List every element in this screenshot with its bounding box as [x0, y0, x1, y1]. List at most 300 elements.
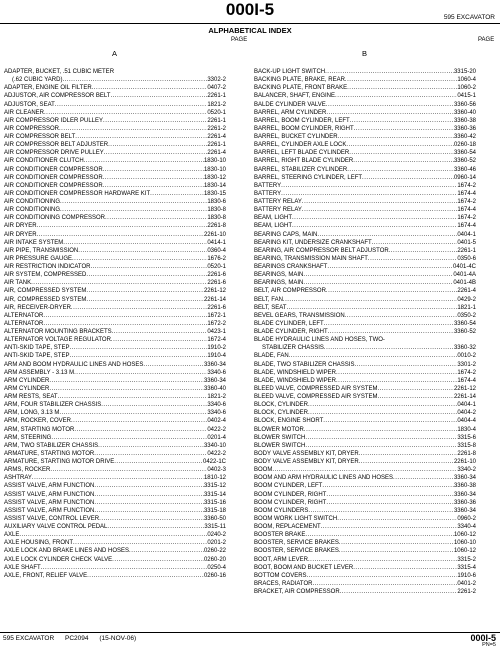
index-entry — [254, 149, 476, 157]
index-entry-text: BLEED VALVE, COMPRESSED AIR SYSTEM — [254, 385, 378, 392]
leader-dots — [326, 101, 454, 109]
index-entry-page: 2261-6 — [207, 280, 226, 287]
index-entry-text: AIR, RECEIVER-DRYER — [4, 304, 71, 311]
leader-dots — [328, 328, 454, 336]
index-entry-text: BLEED VALVE, COMPRESSED AIR SYSTEM — [254, 394, 378, 400]
index-entry-text: ARMS, ROCKER — [4, 467, 51, 474]
index-entry — [254, 263, 476, 271]
index-entry-page: 1830-14 — [203, 182, 226, 189]
index-entry-text: AIR COMPRESSOR BELT ADJUSTER — [4, 142, 109, 149]
index-entry-page: 3360-34 — [453, 475, 476, 482]
index-entry — [4, 109, 226, 117]
index-entry-page: 0401-5 — [457, 239, 476, 246]
index-entry-page: 0250-4 — [207, 564, 226, 571]
index-entry-page: 1672-4 — [207, 337, 226, 344]
index-entry-text: ALTERNATOR — [4, 312, 44, 319]
leader-dots — [336, 369, 457, 377]
index-entry-page: 1674-2 — [457, 182, 476, 189]
index-entry-page: 2261-6 — [207, 272, 226, 279]
index-entry-page: 3360-34 — [453, 507, 476, 514]
leader-dots — [60, 198, 207, 206]
leader-dots — [69, 344, 207, 352]
leader-dots — [312, 580, 457, 588]
index-entry-text: BLOWER SWITCH — [254, 442, 306, 449]
index-entry-text: BOOSTER BRAKE — [254, 532, 306, 539]
leader-dots — [150, 190, 204, 198]
index-entry — [254, 206, 476, 214]
leader-dots — [322, 482, 454, 490]
leader-dots — [94, 491, 204, 499]
index-entry-page: 0414-1 — [207, 239, 226, 246]
index-entry-text: AIR CONDITIONER CLUTCH — [4, 158, 84, 165]
index-entry-page: 1821-2 — [207, 394, 226, 400]
index-entry-text: ARM, ROCKER, COVER — [4, 418, 72, 425]
index-entry — [4, 482, 226, 490]
index-entry-page: 3360-54 — [453, 150, 476, 157]
index-entry-page: 1910-4 — [207, 353, 226, 360]
index-entry-text: ASSIST VALVE, ARM FUNCTION — [4, 491, 95, 498]
leader-dots — [98, 442, 204, 450]
leader-dots — [55, 101, 208, 109]
index-entry-page: 2261-1 — [207, 117, 226, 124]
index-entry — [4, 214, 226, 222]
index-entry-text: AIR CONDITIONER COMPRESSOR — [4, 174, 103, 181]
index-entry — [254, 328, 476, 336]
leader-dots — [353, 564, 457, 572]
index-entry-page: 3360-38 — [453, 117, 476, 124]
index-entry — [4, 474, 226, 482]
leader-dots — [59, 125, 207, 133]
column-a-page-label: PAGE — [231, 37, 248, 43]
index-entry-text: BRACES, RADIATOR — [254, 580, 313, 587]
index-entry-text: AIR, COMPRESSED SYSTEM — [4, 296, 87, 303]
index-entry-page: 3315-20 — [453, 69, 476, 75]
index-entry-text: ARM CYLINDER — [4, 377, 50, 384]
index-entry-page: 2261-4 — [207, 150, 226, 157]
index-entry-page: 0404-4 — [457, 418, 476, 425]
index-entry — [4, 149, 226, 157]
index-entry-page: 0360-4 — [207, 247, 226, 254]
index-entry — [4, 369, 226, 377]
index-entry — [254, 182, 476, 190]
index-entry-text: BEAM, LIGHT — [254, 215, 293, 222]
index-entry — [254, 166, 476, 174]
index-entry-text: ARM RESTS, SEAT — [4, 394, 58, 400]
leader-dots — [114, 458, 203, 466]
index-entry-page: 1830-10 — [203, 158, 226, 165]
index-entry-text: BLADE HYDRAULIC LINES AND HOSES, TWO- — [254, 337, 385, 344]
index-entry — [254, 361, 476, 369]
index-entry — [4, 312, 226, 320]
index-entry-page: 1821-2 — [207, 101, 226, 108]
leader-dots — [49, 377, 204, 385]
index-entry-page: 0260-16 — [203, 572, 226, 579]
index-entry-text: BOOM, REPLACEMENT — [254, 524, 321, 530]
index-entry-page: 2261-1 — [207, 93, 226, 100]
index-entry-page: 2261-12 — [453, 385, 476, 392]
index-entry-page: 3340-10 — [203, 442, 226, 449]
index-entry — [4, 117, 226, 125]
index-list-b — [254, 68, 476, 596]
index-entry-text: AIR, COMPRESSED SYSTEM — [4, 288, 87, 295]
leader-dots — [281, 190, 457, 198]
index-entry-page: 0415-1 — [457, 93, 476, 100]
index-entry — [254, 499, 476, 507]
index-entry-text: BARREL, RIGHT BLADE CYLINDER — [254, 158, 354, 165]
index-entry — [254, 141, 476, 149]
index-entry-text: ARM CYLINDER — [4, 385, 50, 392]
index-entry-text: BOOM CYLINDER, LEFT — [254, 483, 323, 490]
index-entry-text: ARM ASSEMBLY - 3.13 M — [4, 369, 75, 376]
leader-dots — [99, 515, 204, 523]
index-entry-text: BEARINGS, MAIN — [254, 280, 304, 287]
index-entry — [4, 361, 226, 369]
index-entry-page: 1830-8 — [207, 207, 226, 214]
index-entry-text: BOOM AND ARM HYDRAULIC LINES AND HOSES — [254, 475, 394, 482]
leader-dots — [105, 214, 207, 222]
leader-dots — [292, 222, 457, 230]
index-entry — [254, 271, 476, 279]
index-entry-text: ASSIST VALVE, ARM FUNCTION — [4, 507, 95, 514]
index-entry — [4, 466, 226, 474]
index-entry — [4, 572, 226, 580]
leader-dots — [78, 247, 207, 255]
index-entry — [254, 157, 476, 165]
index-entry-text: BEAM, LIGHT — [254, 223, 293, 230]
index-entry-text: BARREL, BUCKET CYLINDER — [254, 134, 338, 140]
leader-dots — [286, 304, 457, 312]
leader-dots — [338, 133, 454, 141]
index-entry-text: BOOM CYLINDERS — [254, 507, 309, 514]
leader-dots — [321, 523, 458, 531]
leader-dots — [107, 523, 204, 531]
index-entry-page: 3360-36 — [453, 125, 476, 132]
leader-dots — [74, 426, 207, 434]
leader-dots — [305, 442, 457, 450]
index-entry — [4, 320, 226, 328]
index-entry — [254, 296, 476, 304]
index-entry — [4, 426, 226, 434]
index-entry-text: BARREL, LEFT BLADE CYLINDER — [254, 150, 350, 157]
index-entry — [4, 417, 226, 425]
leader-dots — [101, 401, 207, 409]
index-entry — [254, 401, 476, 409]
index-entry-text: BLOCK, CYLINDER — [254, 410, 309, 417]
index-entry — [254, 352, 476, 360]
index-entry — [4, 101, 226, 109]
index-entry-text: AIR PIPE, TRANSMISSION — [4, 247, 79, 254]
index-entry — [4, 531, 226, 539]
index-entry-page: 3315-11 — [204, 524, 226, 530]
leader-dots — [327, 263, 453, 271]
leader-dots — [63, 239, 207, 247]
index-entry-text: AIR COMPRESSOR — [4, 125, 60, 132]
index-entry — [4, 352, 226, 360]
index-entry-page: 2261-1 — [457, 247, 476, 254]
index-entry-text: ASSIST VALVE, CONTROL LEVER — [4, 515, 100, 522]
column-b-letter: B — [362, 49, 368, 58]
leader-dots — [60, 206, 207, 214]
index-entry-text: STABILIZER CHASSIS — [262, 345, 324, 352]
index-entry-text: AIR CONDITIONING COMPRESSOR — [4, 215, 106, 222]
index-entry-page: 2261-10 — [203, 231, 226, 238]
leader-dots — [272, 466, 457, 474]
index-entry — [254, 539, 476, 547]
index-entry-text: BOOSTER, SERVICE BRAKES — [254, 540, 339, 547]
index-entry — [254, 247, 476, 255]
leader-dots — [324, 344, 454, 352]
index-entry — [4, 401, 226, 409]
index-entry-page: 3315-8 — [457, 442, 476, 449]
index-entry — [4, 239, 226, 247]
index-entry-page: 0404-1 — [457, 402, 476, 409]
footer-page-number: 000I-5 — [470, 633, 496, 643]
index-entry — [4, 523, 226, 531]
index-title: ALPHABETICAL INDEX — [208, 26, 292, 35]
index-entry-text: AIR CONDITIONING — [4, 207, 61, 214]
index-entry-text: AIR CONDITIONER COMPRESSOR — [4, 182, 103, 189]
leader-dots — [372, 239, 458, 247]
leader-dots — [43, 312, 207, 320]
index-entry-text: ALTERNATOR — [4, 320, 44, 327]
index-entry — [4, 564, 226, 572]
index-entry — [4, 385, 226, 393]
index-entry-page: 1676-2 — [207, 255, 226, 262]
index-entry-text: ADJUSTOR, AIR COMPRESSOR BELT — [4, 93, 111, 100]
index-entry-text: AIR CONDITIONER COMPRESSOR — [4, 166, 103, 173]
index-entry — [4, 279, 226, 287]
index-entry-text: ASSIST VALVE, ARM FUNCTION — [4, 483, 95, 490]
index-entry — [254, 515, 476, 523]
leader-dots — [317, 231, 457, 239]
leader-dots — [393, 474, 454, 482]
index-entry-page: 0401-4C — [452, 264, 476, 270]
leader-dots — [31, 279, 207, 287]
index-entry-text: BARREL, CYLINDER AXLE LOCK — [254, 142, 347, 149]
leader-dots — [71, 304, 207, 312]
leader-dots — [304, 426, 457, 434]
index-entry-page: 1674-4 — [457, 190, 476, 197]
index-entry-page: 3302-2 — [207, 77, 226, 84]
index-entry-page: 1830-15 — [203, 190, 226, 197]
column-b-page-label: PAGE — [478, 37, 495, 43]
index-entry — [254, 572, 476, 580]
index-entry — [254, 287, 476, 295]
index-entry-text: BOOM CYLINDER, RIGHT — [254, 491, 327, 498]
leader-dots — [349, 149, 454, 157]
index-entry-page: 0422-2 — [207, 426, 226, 433]
index-entry-text: ANTI-SKID TAPE, STEP — [4, 353, 70, 360]
index-entry-page: 2261-14 — [203, 296, 226, 303]
index-entry-text: BLADE, WINDSHIELD WIPER — [254, 369, 337, 376]
index-entry — [254, 507, 476, 515]
leader-dots — [111, 336, 207, 344]
index-entry-text: BOTTOM COVERS — [254, 572, 307, 579]
index-entry-text: AXLE, FRONT, RELIEF VALVE — [4, 572, 88, 579]
index-entry — [254, 417, 476, 425]
index-entry — [4, 393, 226, 401]
leader-dots — [305, 531, 454, 539]
leader-dots — [308, 409, 457, 417]
index-entry-text: BARREL, BOOM CYLINDER, LEFT — [254, 117, 350, 124]
leader-dots — [129, 547, 204, 555]
index-entry — [4, 157, 226, 165]
machine-label: 595 EXCAVATOR — [443, 14, 495, 21]
index-entry-text: AXLE SHAFT — [4, 564, 41, 571]
index-entry — [254, 474, 476, 482]
index-entry — [254, 385, 476, 393]
index-entry-text: BLADE CYLINDER, RIGHT — [254, 329, 328, 335]
leader-dots — [94, 499, 204, 507]
index-entry — [4, 198, 226, 206]
index-entry-text: BEARING, TRANSMISSION MAIN SHAFT — [254, 255, 368, 262]
index-entry-page: 0404-1 — [457, 231, 476, 238]
index-entry-page: 2261-14 — [453, 394, 476, 400]
index-entry-page: 3301-2 — [457, 361, 476, 368]
leader-dots — [103, 182, 204, 190]
index-entry — [254, 198, 476, 206]
index-entry-page: 1060-10 — [453, 540, 476, 547]
leader-dots — [50, 466, 207, 474]
index-entry — [254, 531, 476, 539]
index-entry — [254, 255, 476, 263]
index-entry — [254, 393, 476, 401]
index-entry — [4, 190, 226, 198]
index-entry-page: 0401-4A — [453, 272, 476, 279]
index-entry — [4, 271, 226, 279]
index-entry — [4, 328, 226, 336]
index-entry-text: AXLE HOUSING, FRONT — [4, 540, 74, 547]
index-entry-page: 3360-52 — [453, 158, 476, 165]
leader-dots — [41, 564, 208, 572]
index-entry — [4, 287, 226, 295]
index-entry-page: 0010-2 — [457, 353, 476, 360]
leader-dots — [302, 206, 457, 214]
leader-dots — [308, 401, 457, 409]
leader-dots — [339, 547, 454, 555]
index-list-a — [4, 68, 226, 580]
leader-dots — [353, 157, 454, 165]
index-entry — [254, 523, 476, 531]
index-entry-text: AIR COMPRESSOR BELT — [4, 134, 76, 140]
index-entry-text: AIR TANK — [4, 280, 32, 287]
index-entry — [254, 564, 476, 572]
index-entry-page: 3360-50 — [203, 515, 226, 522]
index-entry-page: 1674-4 — [457, 223, 476, 230]
index-entry-page: 1674-2 — [457, 369, 476, 376]
leader-dots — [112, 328, 208, 336]
index-entry — [254, 442, 476, 450]
index-entry — [254, 239, 476, 247]
index-entry-text: BATTERY RELAY — [254, 199, 302, 205]
index-entry-text: AIR DRYER — [4, 223, 37, 230]
index-entry-text: BARREL, ARM CYLINDER — [254, 109, 327, 116]
leader-dots — [283, 296, 457, 304]
index-entry-page: 0960-2 — [457, 515, 476, 522]
index-entry — [254, 190, 476, 198]
index-entry — [254, 377, 476, 385]
index-entry — [4, 336, 226, 344]
index-entry — [254, 117, 476, 125]
index-entry-page: 3360-34 — [203, 361, 226, 368]
index-entry-text: ARM, FOUR STABILIZER CHASSIS — [4, 402, 102, 409]
leader-dots — [347, 84, 457, 92]
index-entry — [254, 482, 476, 490]
index-entry — [254, 222, 476, 230]
leader-dots — [326, 287, 457, 295]
leader-dots — [37, 231, 204, 239]
index-entry-page: 3340-6 — [207, 410, 226, 417]
index-entry-page: 3360-46 — [453, 166, 476, 173]
leader-dots — [324, 320, 454, 328]
index-entry-page: 3360-40 — [203, 385, 226, 392]
index-entry-page: 1910-2 — [207, 345, 226, 352]
index-entry-page: 2261-8 — [457, 450, 476, 457]
leader-dots — [345, 312, 458, 320]
index-entry-text: ARM, STEERING — [4, 434, 52, 441]
index-entry-page: 3360-36 — [453, 499, 476, 506]
index-entry-text: BOOT, BOOM AND BUCKET LEVER — [254, 564, 354, 571]
leader-dots — [108, 141, 207, 149]
index-entry — [254, 369, 476, 377]
index-entry-page: 2261-6 — [207, 304, 226, 311]
index-entry — [4, 84, 226, 92]
index-entry-page: 1830-10 — [203, 166, 226, 173]
leader-dots — [339, 539, 454, 547]
index-entry — [4, 68, 226, 76]
index-entry — [4, 166, 226, 174]
index-entry — [4, 507, 226, 515]
index-entry-text: BOOSTER, SERVICE BRAKES — [254, 548, 339, 555]
leader-dots — [74, 369, 207, 377]
index-entry-page: 1060-12 — [453, 532, 476, 539]
index-entry-text: BARREL, BOOM CYLINDER, RIGHT — [254, 125, 354, 132]
index-entry-text: BLADE CYLINDER, LEFT — [254, 320, 324, 327]
leader-dots — [359, 450, 458, 458]
index-entry-page: 2261-2 — [457, 589, 476, 595]
leader-dots — [49, 385, 204, 393]
leader-dots — [72, 255, 207, 263]
index-entry-text: AIR COMPRESSOR DRIVE PULLEY — [4, 150, 104, 157]
index-entry — [4, 434, 226, 442]
index-entry-page: 1830-12 — [203, 174, 226, 181]
index-entry-page: 1910-6 — [457, 572, 476, 579]
index-entry — [254, 231, 476, 239]
leader-dots — [303, 271, 453, 279]
index-entry-text: BLADE, FAN — [254, 353, 289, 360]
index-entry — [254, 320, 476, 328]
index-entry-page: 0260-20 — [203, 556, 226, 563]
index-entry-page: 3340-4 — [457, 524, 476, 530]
index-entry-text: ADAPTER, BUCKET, .51 CUBIC METER — [4, 69, 115, 75]
index-entry — [254, 434, 476, 442]
leader-dots — [103, 166, 204, 174]
leader-dots — [354, 125, 454, 133]
index-entry-text: BODY VALVE ASSEMBLY KIT, DRYER — [254, 450, 359, 457]
leader-dots — [289, 352, 458, 360]
leader-dots — [302, 198, 457, 206]
leader-dots — [84, 157, 204, 165]
index-entry — [4, 133, 226, 141]
index-entry-text: ASHTRAY — [4, 475, 32, 482]
leader-dots — [37, 222, 208, 230]
leader-dots — [325, 68, 454, 76]
leader-dots — [19, 531, 207, 539]
index-entry-text: BEARINGS CRANKSHAFT — [254, 264, 328, 270]
index-entry-text: AIR CONDITIONER COMPRESSOR HARDWARE KIT — [4, 190, 151, 197]
index-entry — [254, 133, 476, 141]
leader-dots — [75, 133, 207, 141]
